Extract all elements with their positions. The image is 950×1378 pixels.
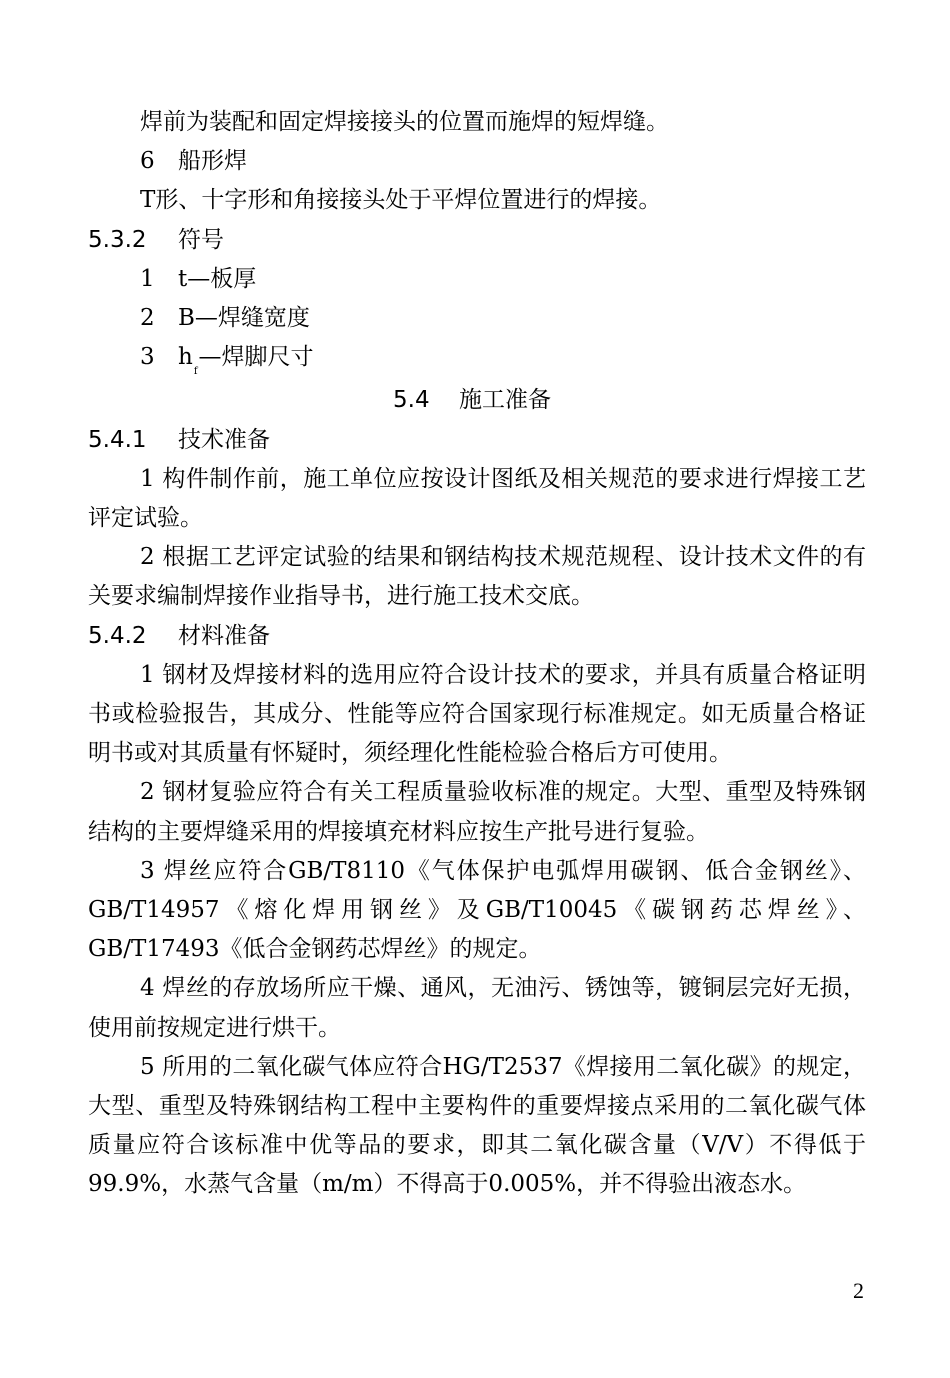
page-number: 2 (853, 1278, 864, 1303)
symbol-number: 3 (140, 344, 155, 371)
section-heading-5-3-2 (88, 221, 866, 260)
paragraph: 3 焊丝应符合GB/T8110《气体保护电弧焊用碳钢、低合金钢丝》、GB/T14957《熔化焊用钢丝》及GB/T10045《碳钢药芯焊丝》、GB/T17493《低合金钢药芯焊丝》的规定。 (88, 857, 866, 963)
paragraph: 1 钢材及焊接材料的选用应符合设计技术的要求，并具有质量合格证明书或检验报告，其成分、性能等应符合国家现行标准规定。如无质量合格证明书或对其质量有怀疑时，须经理化性能检验合格后方可使用。 (88, 661, 866, 767)
paragraph: 5 所用的二氧化碳气体应符合HG/T2537《焊接用二氧化碳》的规定，大型、重型及特殊钢结构工程中主要构件的重要焊接点采用的二氧化碳气体质量应符合该标准中优等品的要求，即其二氧化碳含量（V/V）不得低于99.9%，水蒸气含量（m/m）不得高于0.005%，并不得验出液态水。 (88, 1053, 866, 1198)
symbol-item-2 (88, 299, 866, 338)
section-title: 材料准备 (178, 622, 270, 649)
symbol-item-3 (88, 338, 866, 381)
symbol-text: —焊脚尺寸 (198, 344, 314, 371)
section-heading-5-4-1 (88, 421, 866, 460)
section-title: 符号 (178, 226, 224, 253)
section-title: 施工准备 (459, 387, 551, 414)
section-number: 5.4.2 (88, 622, 147, 649)
symbol-item-1 (88, 260, 866, 299)
symbol-text: t—板厚 (178, 265, 257, 292)
section-number: 5.4 (393, 387, 430, 414)
symbol-number: 2 (140, 305, 155, 332)
term-item-6 (88, 142, 866, 181)
section-heading-5-4 (88, 381, 866, 420)
symbol-subscript: f (193, 366, 198, 378)
paragraph: 1 构件制作前，施工单位应按设计图纸及相关规范的要求进行焊接工艺评定试验。 (88, 465, 866, 532)
section-heading-5-4-2 (88, 617, 866, 656)
section-number: 5.3.2 (88, 226, 147, 253)
symbol-base: h (178, 344, 193, 371)
section-number: 5.4.1 (88, 426, 147, 453)
paragraph: 2 根据工艺评定试验的结果和钢结构技术规范规程、设计技术文件的有关要求编制焊接作业指导书，进行施工技术交底。 (88, 544, 866, 610)
paragraph: 4 焊丝的存放场所应干燥、通风，无油污、锈蚀等，镀铜层完好无损，使用前按规定进行烘干。 (88, 975, 866, 1041)
boat-weld-definition: T形、十字形和角接接头处于平焊位置进行的焊接。 (140, 187, 662, 214)
paragraph: 2 钢材复验应符合有关工程质量验收标准的规定。大型、重型及特殊钢结构的主要焊缝采用的焊接填充材料应按生产批号进行复验。 (88, 779, 866, 845)
term-item-number: 6 (140, 148, 155, 175)
section-title: 技术准备 (178, 426, 270, 453)
symbol-number: 1 (140, 265, 155, 292)
term-item-name: 船形焊 (178, 148, 247, 175)
symbol-text: B—焊缝宽度 (178, 305, 310, 332)
tack-weld-definition: 焊前为装配和固定焊接接头的位置而施焊的短焊缝。 (140, 109, 669, 135)
